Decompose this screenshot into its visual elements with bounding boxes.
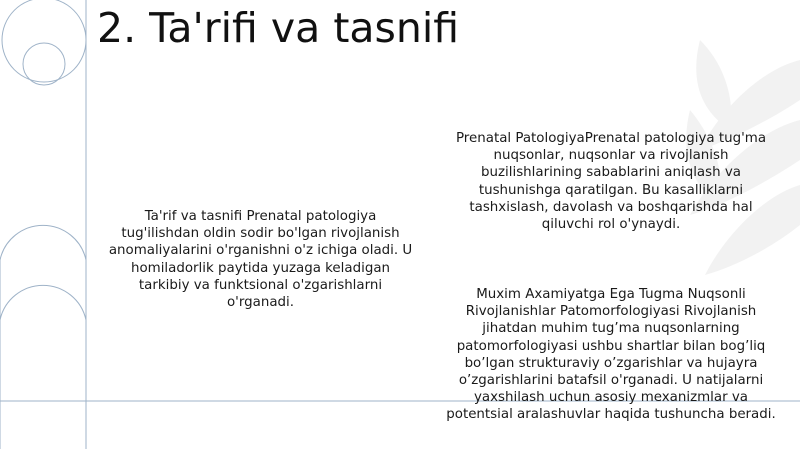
middle-arc [0, 225, 86, 260]
top-small-circle [23, 43, 65, 85]
lower-arc [0, 285, 86, 320]
top-large-circle [2, 0, 86, 82]
left-text-block: Ta'rif va tasnifi Prenatal patologiya tug'ilishdan oldin sodir bo'lgan rivojlanish anomaliyalarini o'rganishni o'z ichiga oladi. U homiladorlik paytida yuzaga keladigan tarkibiy va funktsional o'zgarishlarni o'rganadi. [108, 209, 413, 311]
slide-title: 2. Ta'rifi va tasnifi [97, 4, 460, 52]
right-bottom-text-block: Muxim Axamiyatga Ega Tugma Nuqsonli Rivojlanishlar Patomorfologiyasi Rivojlanish jihatdan muhim tug’ma nuqsonlarning patomorfologiyasi ushbu shartlar bilan bog’liq bo’lgan strukturaviy o’zgarishlar va hujayra o’zgarishlarini batafsil o'rganadi. U natijalarni yaxshilash uchun asosiy mexanizmlar va potentsial aralashuvlar haqida tushuncha beradi. [446, 287, 776, 423]
right-top-text-block: Prenatal PatologiyaPrenatal patologiya tug'ma nuqsonlar, nuqsonlar va rivojlanish buzilishlarining sabablarini aniqlash va tushunishga qaratilgan. Bu kasalliklarni tashxislash, davolash va boshqarishda hal qiluvchi rol o'ynaydi. [455, 131, 767, 233]
